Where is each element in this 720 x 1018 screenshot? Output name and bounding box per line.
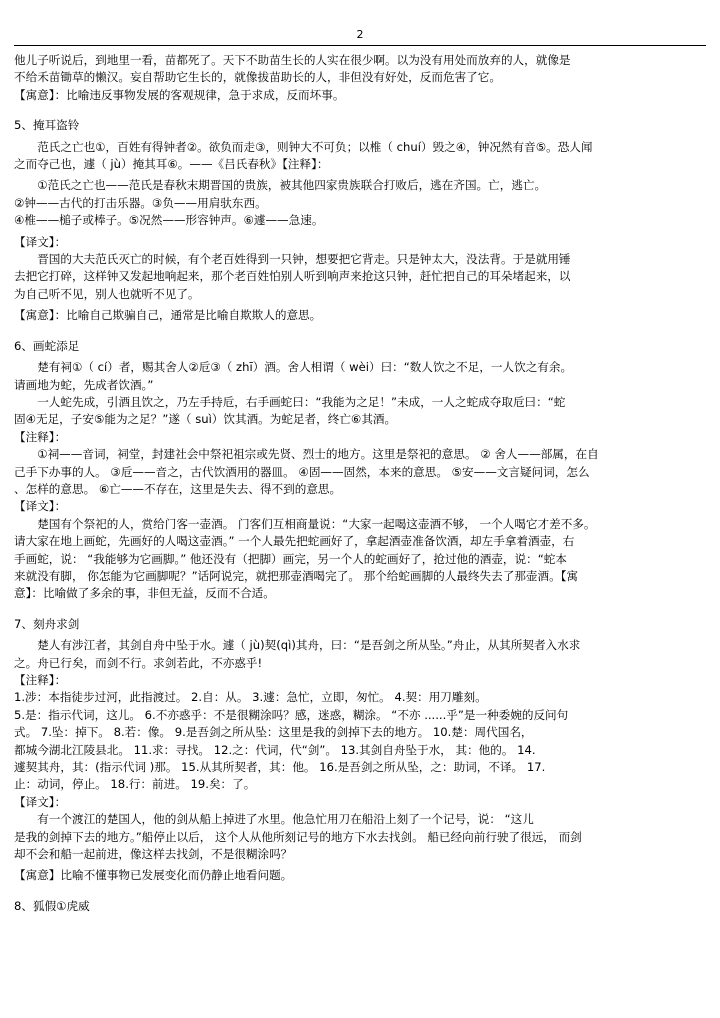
note-line: 止：动词，停止。 18.行：前进。 19.矣：了。: [14, 777, 256, 792]
paragraph: 楚人有涉江者，其剑自舟中坠于水。遽（ jù)契(qì)其舟，曰：“是吾剑之所从坠。”舟止，从其所契者入水求: [37, 638, 581, 653]
section-title: 8、狐假①虎威: [14, 898, 90, 913]
translation-line: 为自己听不见，别人也就听不见了。: [14, 286, 200, 301]
translation-line: 手画蛇，说： “我能够为它画脚。” 他还没有（把脚）画完，另一个人的蛇画好了，抢过他的酒壶，说：“蛇本: [14, 551, 567, 566]
section-title: 5、掩耳盗铃: [14, 118, 80, 133]
paragraph: 范氏之亡也①，百姓有得钟者②。欲负而走③，则钟大不可负；以椎（ chuí）毁之④，钟况然有音⑤。恐人闻: [37, 139, 593, 154]
translation-title: 【译文】：: [14, 499, 67, 514]
translation-line: 意】：比喻做了多余的事，非但无益，反而不合适。: [14, 586, 275, 601]
section-hu-jia-hu-wei: [14, 898, 706, 915]
paragraph: 固④无足，子安⑤能为之足？”遂（ suì）饮其酒。为蛇足者，终亡⑥其酒。: [14, 412, 397, 427]
paragraph: 之。舟已行矣，而剑不行。求剑若此，不亦惑乎!: [14, 655, 263, 670]
page-number: 2: [356, 28, 364, 41]
header-divider: [14, 45, 706, 46]
note-line: ④椎——槌子或棒子。⑤况然——形容钟声。⑥遽——急速。: [14, 213, 324, 228]
note-line: 、怎样的意思。 ⑥亡——不存在，这里是失去、得不到的意思。: [14, 481, 342, 496]
note-line: ②钟——古代的打击乐器。③负——用肩驮东西。: [14, 195, 267, 210]
translation-line: 晋国的大夫范氏灭亡的时候，有个老百姓得到一只钟，想要把它背走。只是钟太大，没法背。于是就用锤: [37, 252, 571, 267]
note-line: 都城今湖北江陵县北。 11.求：寻找。 12.之：代词，代“剑”。 13.其剑自舟坠于水， 其：他的。 14.: [14, 742, 536, 757]
paragraph: 之而夺己也，遽（ jù）掩其耳⑥。——《吕氏春秋》【注释】：: [14, 157, 329, 172]
section-title: 7、刻舟求剑: [14, 616, 80, 631]
paragraph: 请画地为蛇，先成者饮酒。”: [14, 377, 154, 392]
translation-title: 【译文】：: [14, 794, 67, 809]
translation-line: 请大家在地上画蛇，先画好的人喝这壶酒。” 一个人最先把蛇画好了，拿起酒壶准备饮酒，却左手拿着酒壶，右: [14, 534, 575, 549]
section-hua-she-tian-zu: [14, 338, 706, 603]
paragraph: 他儿子听说后，到地里一看，苗都死了。天下不助苗生长的人实在很少啊。以为没有用处而放弃的人，就像是: [14, 53, 571, 67]
note-line: ①范氏之亡也——范氏是春秋末期晋国的贵族，被其他四家贵族联合打败后，逃在齐国。亡，逃亡。: [37, 178, 547, 193]
notes-title: 【注释】：: [14, 429, 67, 444]
translation-line: 楚国有个祭祀的人，赏给门客一壶酒。 门客们互相商量说：“大家一起喝这壶酒不够， 一个人喝它才差不多。: [37, 516, 596, 531]
moral-line: 【寓意】：比喻自己欺骗自己，通常是比喻自欺欺人的意思。: [14, 308, 322, 323]
note-line: 1.涉：本指徒步过河，此指渡过。 2.自：从。 3.遽：急忙，立即，匆忙。 4.契：用刀雕刻。: [14, 690, 487, 705]
translation-title: 【译文】：: [14, 234, 67, 249]
note-line: ①祠——音词，祠堂，封建社会中祭祀祖宗或先贤、烈士的地方。这里是祭祀的意思。 ② 舍人——部属，在自: [37, 447, 599, 462]
section-title: 6、画蛇添足: [14, 338, 80, 353]
translation-line: 是我的剑掉下去的地方。”船停止以后， 这个人从他所刻记号的地方下水去找剑。 船已经向前行驶了很远， 而剑: [14, 829, 582, 844]
section-ke-zhou-qiu-jian: [14, 616, 706, 885]
paragraph: 不给禾苗锄草的懒汉。妄自帮助它生长的，就像拔苗助长的人，非但没有好处，反而危害了它。: [14, 70, 501, 85]
notes-title: 【注释】：: [14, 673, 67, 687]
moral-line: 【寓意】比喻不懂事物已发展变化而仍静止地看问题。: [14, 868, 293, 883]
paragraph: 【寓意】：比喻违反事物发展的客观规律，急于求成，反而坏事。: [14, 87, 345, 102]
note-line: 遽契其舟，其：(指示代词 )那。 15.从其所契者，其：他。 16.是吾剑之所从坠，之：助词，不译。 17.: [14, 760, 546, 775]
translation-line: 去把它打碎，这样钟又发起地响起来，那个老百姓怕别人听到响声来抢这只钟，赶忙把自己的耳朵堵起来，以: [14, 269, 571, 284]
section-yan-er-dao-ling: [14, 117, 706, 324]
document-body: [14, 52, 706, 915]
note-line: 式。 7.坠：掉下。 8.若：像。 9.是吾剑之所从坠：这里是我的剑掉下去的地方。 10.楚：周代国名，: [14, 725, 533, 740]
translation-line: 来就没有脚， 你怎能为它画脚呢？”话阿说完，就把那壶酒喝完了。 那个给蛇画脚的人最终失去了那壶酒。【寓: [14, 568, 579, 583]
translation-line: 有一个渡江的楚国人，他的剑从船上掉进了水里。他急忙用刀在船沿上刻了一个记号，说： “这儿: [37, 812, 534, 827]
section-continuation: [14, 52, 706, 104]
note-line: 5.是：指示代词，这儿。 6.不亦惑乎：不是很糊涂吗？感，迷惑，糊涂。 “不亦 ......乎”是一种委婉的反问句: [14, 707, 569, 722]
translation-line: 却不会和船一起前进，像这样去找剑，不是很糊涂吗？: [14, 847, 293, 862]
paragraph: 一人蛇先成，引酒且饮之，乃左手持卮，右手画蛇曰：“我能为之足！”未成，一人之蛇成夺取卮曰：“蛇: [37, 394, 566, 409]
paragraph: 楚有祠①（ cí）者，赐其舍人②卮③（ zhī）酒。舍人相谓（ wèi）曰：“数人饮之不足，一人饮之有余。: [37, 360, 573, 375]
note-line: 己手下办事的人。 ③卮——音之，古代饮酒用的器皿。 ④固——固然，本来的意思。 ⑤安——文言疑问词，怎么: [14, 464, 590, 479]
